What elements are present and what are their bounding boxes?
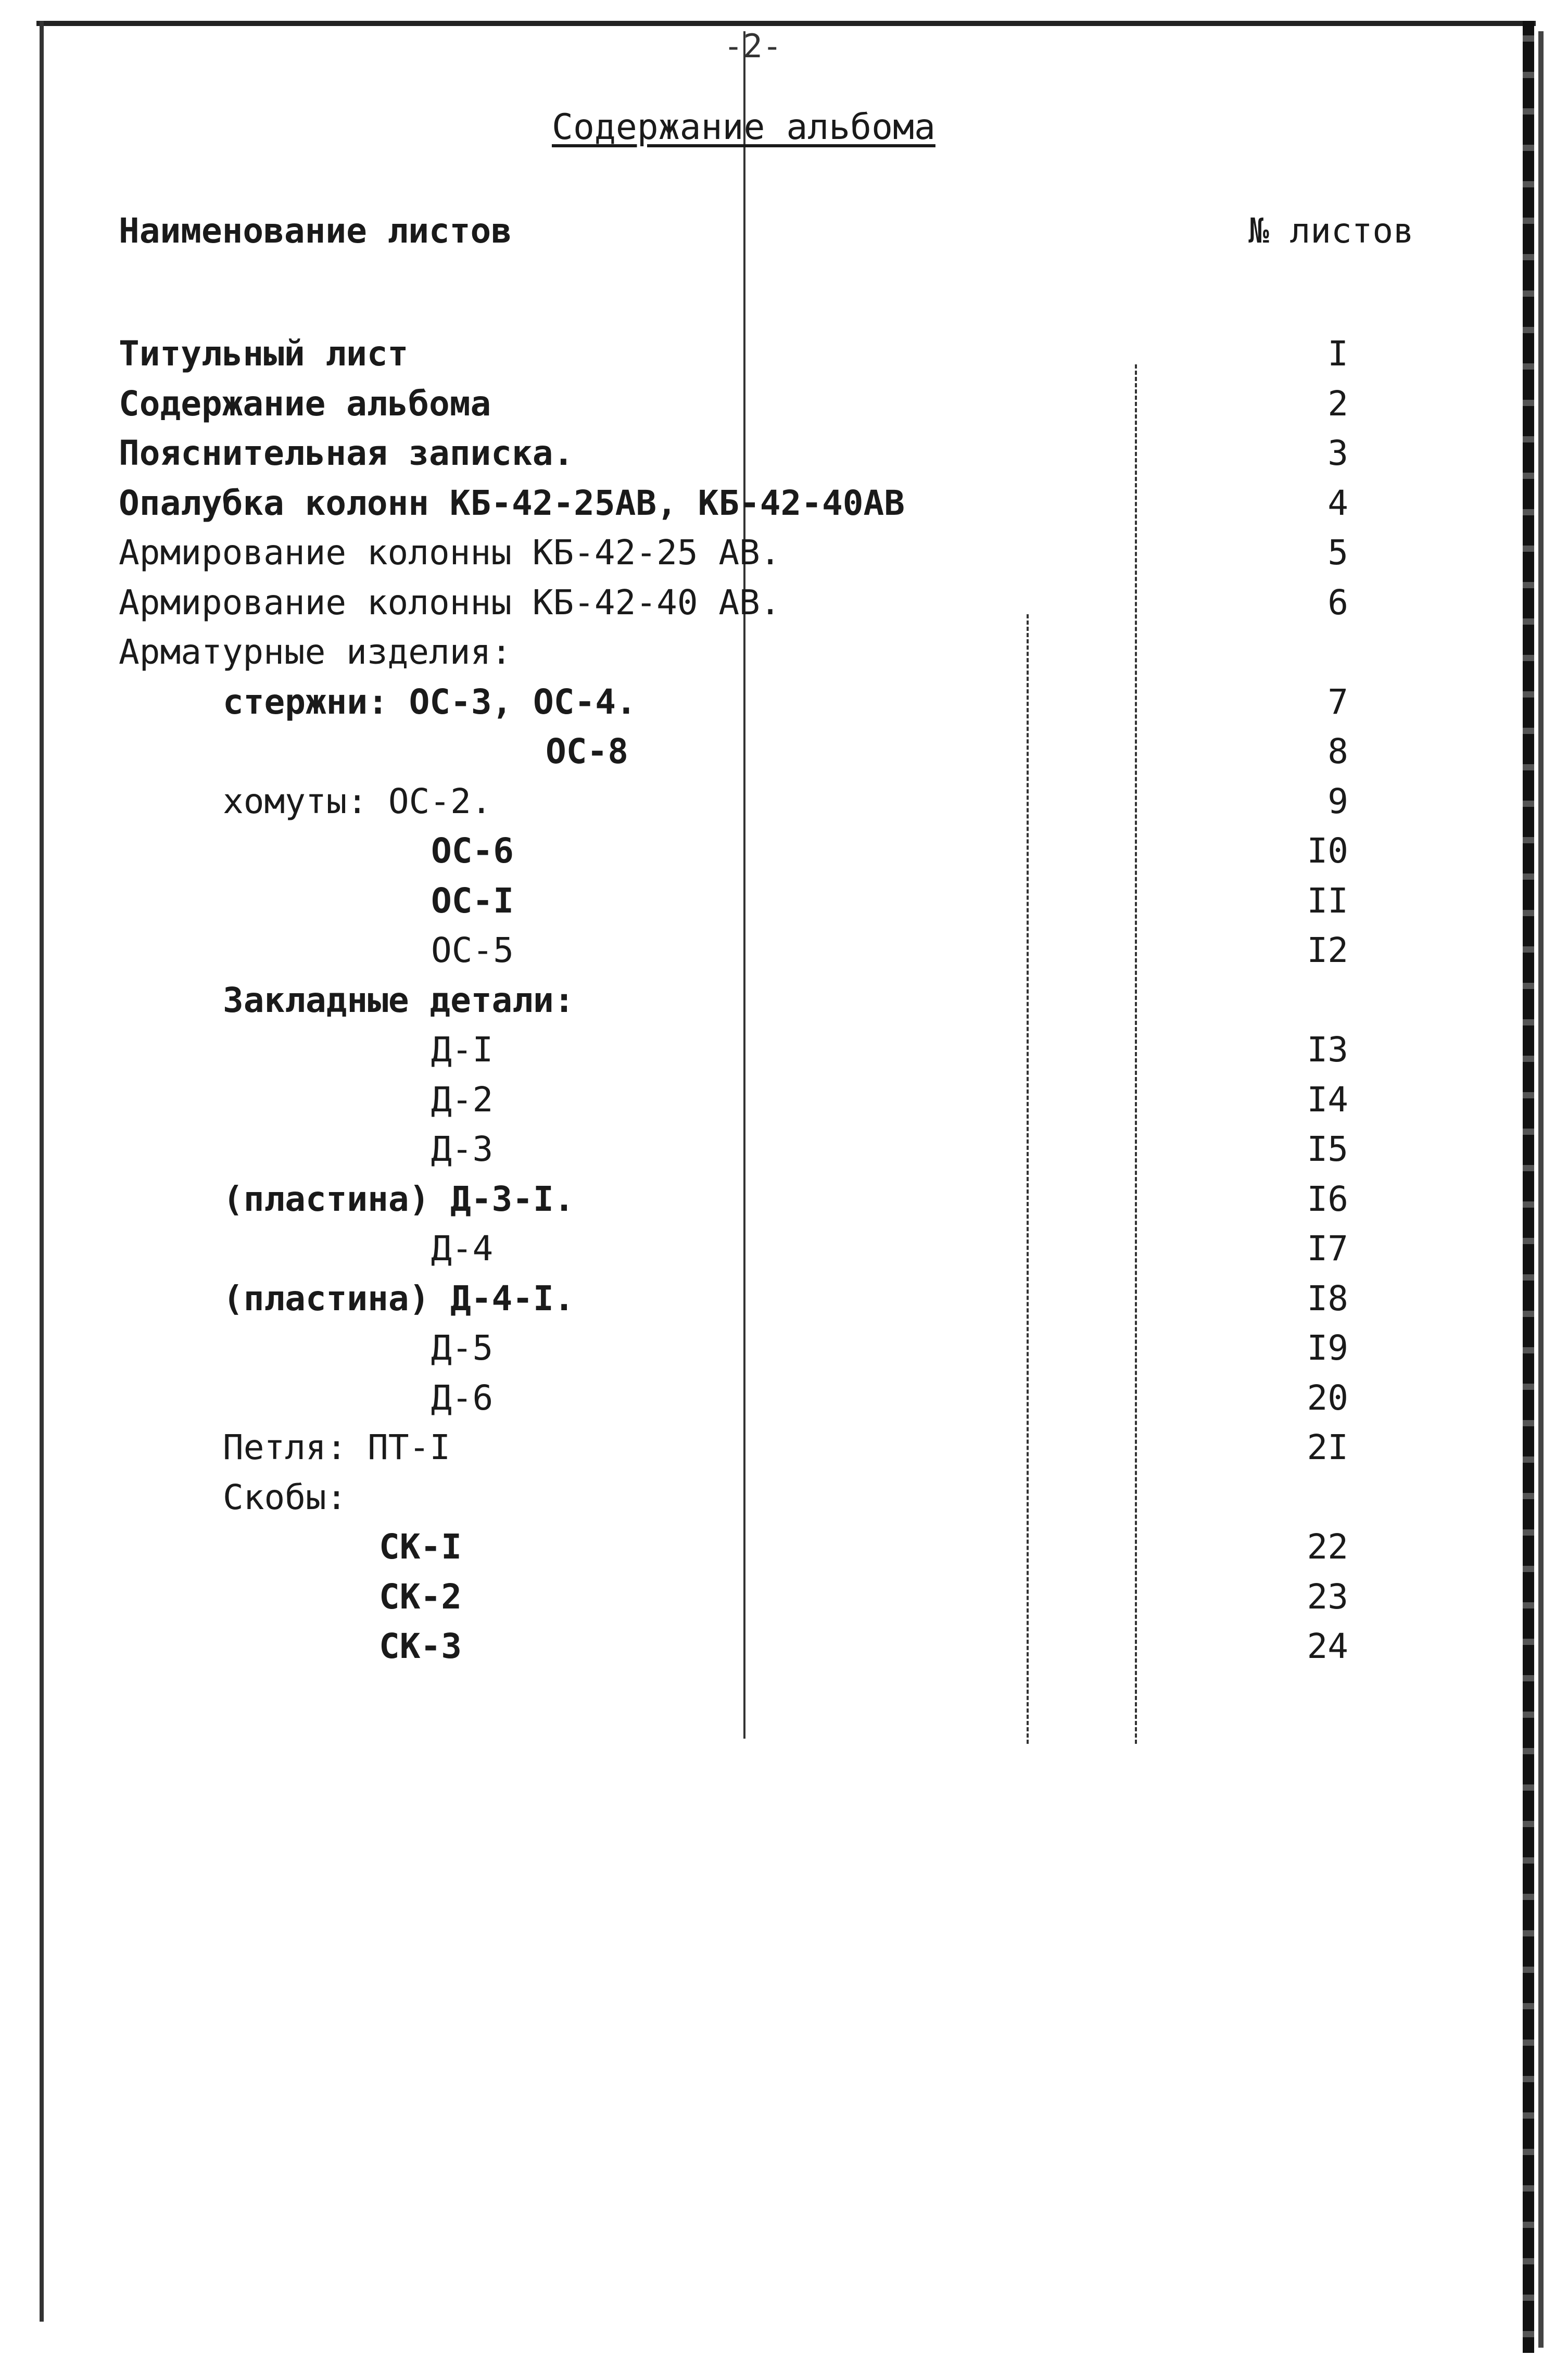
toc-row-sheet-number: 4	[1327, 483, 1348, 523]
toc-row	[0, 1273, 1568, 1325]
dot-leader	[529, 924, 1145, 977]
toc-row-label: (пластина) Д-4-I.	[223, 1278, 575, 1319]
toc-row	[0, 1024, 1568, 1076]
toc-row-label: Армирование колонны КБ-42-25 АВ.	[119, 533, 781, 573]
toc-row	[0, 875, 1568, 927]
toc-row-sheet-number: 6	[1327, 582, 1348, 623]
toc-row-sheet-number: 5	[1327, 533, 1348, 573]
column-header-name: Наименование листов	[119, 211, 512, 251]
frame-top-border	[36, 21, 1536, 26]
toc-row-sheet-number: I8	[1307, 1278, 1348, 1319]
toc-row	[0, 726, 1568, 778]
toc-row	[0, 1372, 1568, 1424]
toc-row	[0, 776, 1568, 828]
dot-leader	[466, 1422, 1145, 1474]
toc-row	[0, 477, 1568, 529]
dot-leader	[509, 1322, 1145, 1374]
dot-leader	[653, 676, 1145, 728]
dot-leader	[477, 1521, 1145, 1573]
toc-row-sheet-number: 2I	[1307, 1427, 1348, 1467]
toc-row-label: Армирование колонны КБ-42-40 АВ.	[119, 582, 781, 623]
dot-leader	[477, 1571, 1145, 1623]
toc-row-sheet-number: 22	[1307, 1527, 1348, 1567]
toc-row	[0, 1472, 1568, 1524]
toc-row	[0, 1223, 1568, 1275]
toc-row-sheet-number: 23	[1307, 1577, 1348, 1617]
dot-leader	[528, 776, 1145, 828]
dot-leader	[591, 1173, 1145, 1225]
dot-leader	[509, 1024, 1145, 1076]
toc-row	[0, 427, 1568, 479]
dot-leader	[590, 427, 1145, 479]
toc-row-sheet-number: 9	[1327, 781, 1348, 821]
toc-row-label: Титульный лист	[119, 334, 409, 374]
dot-leader	[529, 875, 1145, 927]
dot-leader	[591, 1273, 1145, 1325]
dot-leader	[529, 825, 1145, 877]
toc-row	[0, 378, 1568, 430]
toc-row-label: (пластина) Д-3-I.	[223, 1179, 575, 1219]
toc-row-sheet-number: I	[1327, 334, 1348, 374]
toc-row-sheet-number: II	[1307, 881, 1348, 921]
toc-row-label: Арматурные изделия:	[119, 632, 512, 672]
toc-row-label: СК-I	[379, 1527, 462, 1567]
toc-row-sheet-number: 8	[1327, 731, 1348, 771]
toc-row	[0, 328, 1568, 380]
toc-row-label: Петля: ПТ-I	[223, 1427, 451, 1467]
dot-leader	[921, 477, 1145, 529]
toc-row-label: стержни: ОС-3, ОС-4.	[223, 682, 637, 722]
dot-leader	[509, 1123, 1145, 1175]
toc-row	[0, 527, 1568, 579]
toc-row-label: Д-6	[431, 1378, 494, 1418]
dot-leader	[507, 378, 1145, 430]
sheet-number: -2-	[724, 27, 782, 65]
toc-row-label: Опалубка колонн КБ-42-25АВ, КБ-42-40АВ	[119, 483, 905, 523]
toc-row-sheet-number: 3	[1327, 433, 1348, 473]
toc-row-label: Пояснительная записка.	[119, 433, 574, 473]
toc-row-sheet-number: I4	[1307, 1080, 1348, 1120]
toc-row-label: Д-I	[431, 1030, 494, 1070]
column-header-sheets: № листов	[1248, 211, 1414, 251]
page-title: Содержание альбома	[552, 107, 935, 148]
toc-row-label: Д-4	[431, 1228, 494, 1269]
toc-row-label: Д-3	[431, 1129, 494, 1169]
toc-row	[0, 825, 1568, 877]
dot-leader	[798, 577, 1145, 629]
dot-leader	[798, 527, 1145, 579]
toc-row	[0, 1173, 1568, 1225]
toc-row-sheet-number: 7	[1327, 682, 1348, 722]
toc-row-sheet-number: 24	[1307, 1626, 1348, 1666]
toc-row	[0, 676, 1568, 728]
dot-leader	[644, 726, 1145, 778]
toc-row-label: ОС-8	[546, 731, 628, 771]
dot-leader	[424, 328, 1145, 380]
toc-row	[0, 577, 1568, 629]
toc-row-sheet-number: I0	[1307, 831, 1348, 871]
toc-row	[0, 1074, 1568, 1126]
toc-row	[0, 1521, 1568, 1573]
dot-leader	[477, 1620, 1145, 1673]
dot-leader	[509, 1074, 1145, 1126]
toc-row	[0, 1422, 1568, 1474]
toc-row-label: Содержание альбома	[119, 384, 491, 424]
toc-row-sheet-number: 20	[1307, 1378, 1348, 1418]
toc-row-label: Закладные детали:	[223, 980, 575, 1020]
dot-leader	[509, 1223, 1145, 1275]
toc-row-label: Д-2	[431, 1080, 494, 1120]
toc-row	[0, 626, 1568, 678]
toc-row	[0, 1571, 1568, 1623]
toc-row	[0, 974, 1568, 1027]
toc-row-label: ОС-I	[431, 881, 514, 921]
toc-row-label: Скобы:	[223, 1477, 347, 1517]
toc-row-sheet-number: I5	[1307, 1129, 1348, 1169]
toc-row-label: ОС-5	[431, 930, 514, 970]
toc-row	[0, 1322, 1568, 1374]
toc-row-sheet-number: I3	[1307, 1030, 1348, 1070]
toc-row-label: ОС-6	[431, 831, 514, 871]
toc-row-sheet-number: I6	[1307, 1179, 1348, 1219]
toc-row	[0, 1123, 1568, 1175]
toc-row-sheet-number: I9	[1307, 1328, 1348, 1368]
toc-row-sheet-number: 2	[1327, 384, 1348, 424]
toc-row	[0, 924, 1568, 977]
toc-row-sheet-number: I2	[1307, 930, 1348, 970]
toc-row-sheet-number: I7	[1307, 1228, 1348, 1269]
dot-leader	[509, 1372, 1145, 1424]
toc-row	[0, 1620, 1568, 1673]
toc-row-label: СК-3	[379, 1626, 462, 1666]
toc-row-label: хомуты: ОС-2.	[223, 781, 492, 821]
toc-row-label: СК-2	[379, 1577, 462, 1617]
toc-row-label: Д-5	[431, 1328, 494, 1368]
